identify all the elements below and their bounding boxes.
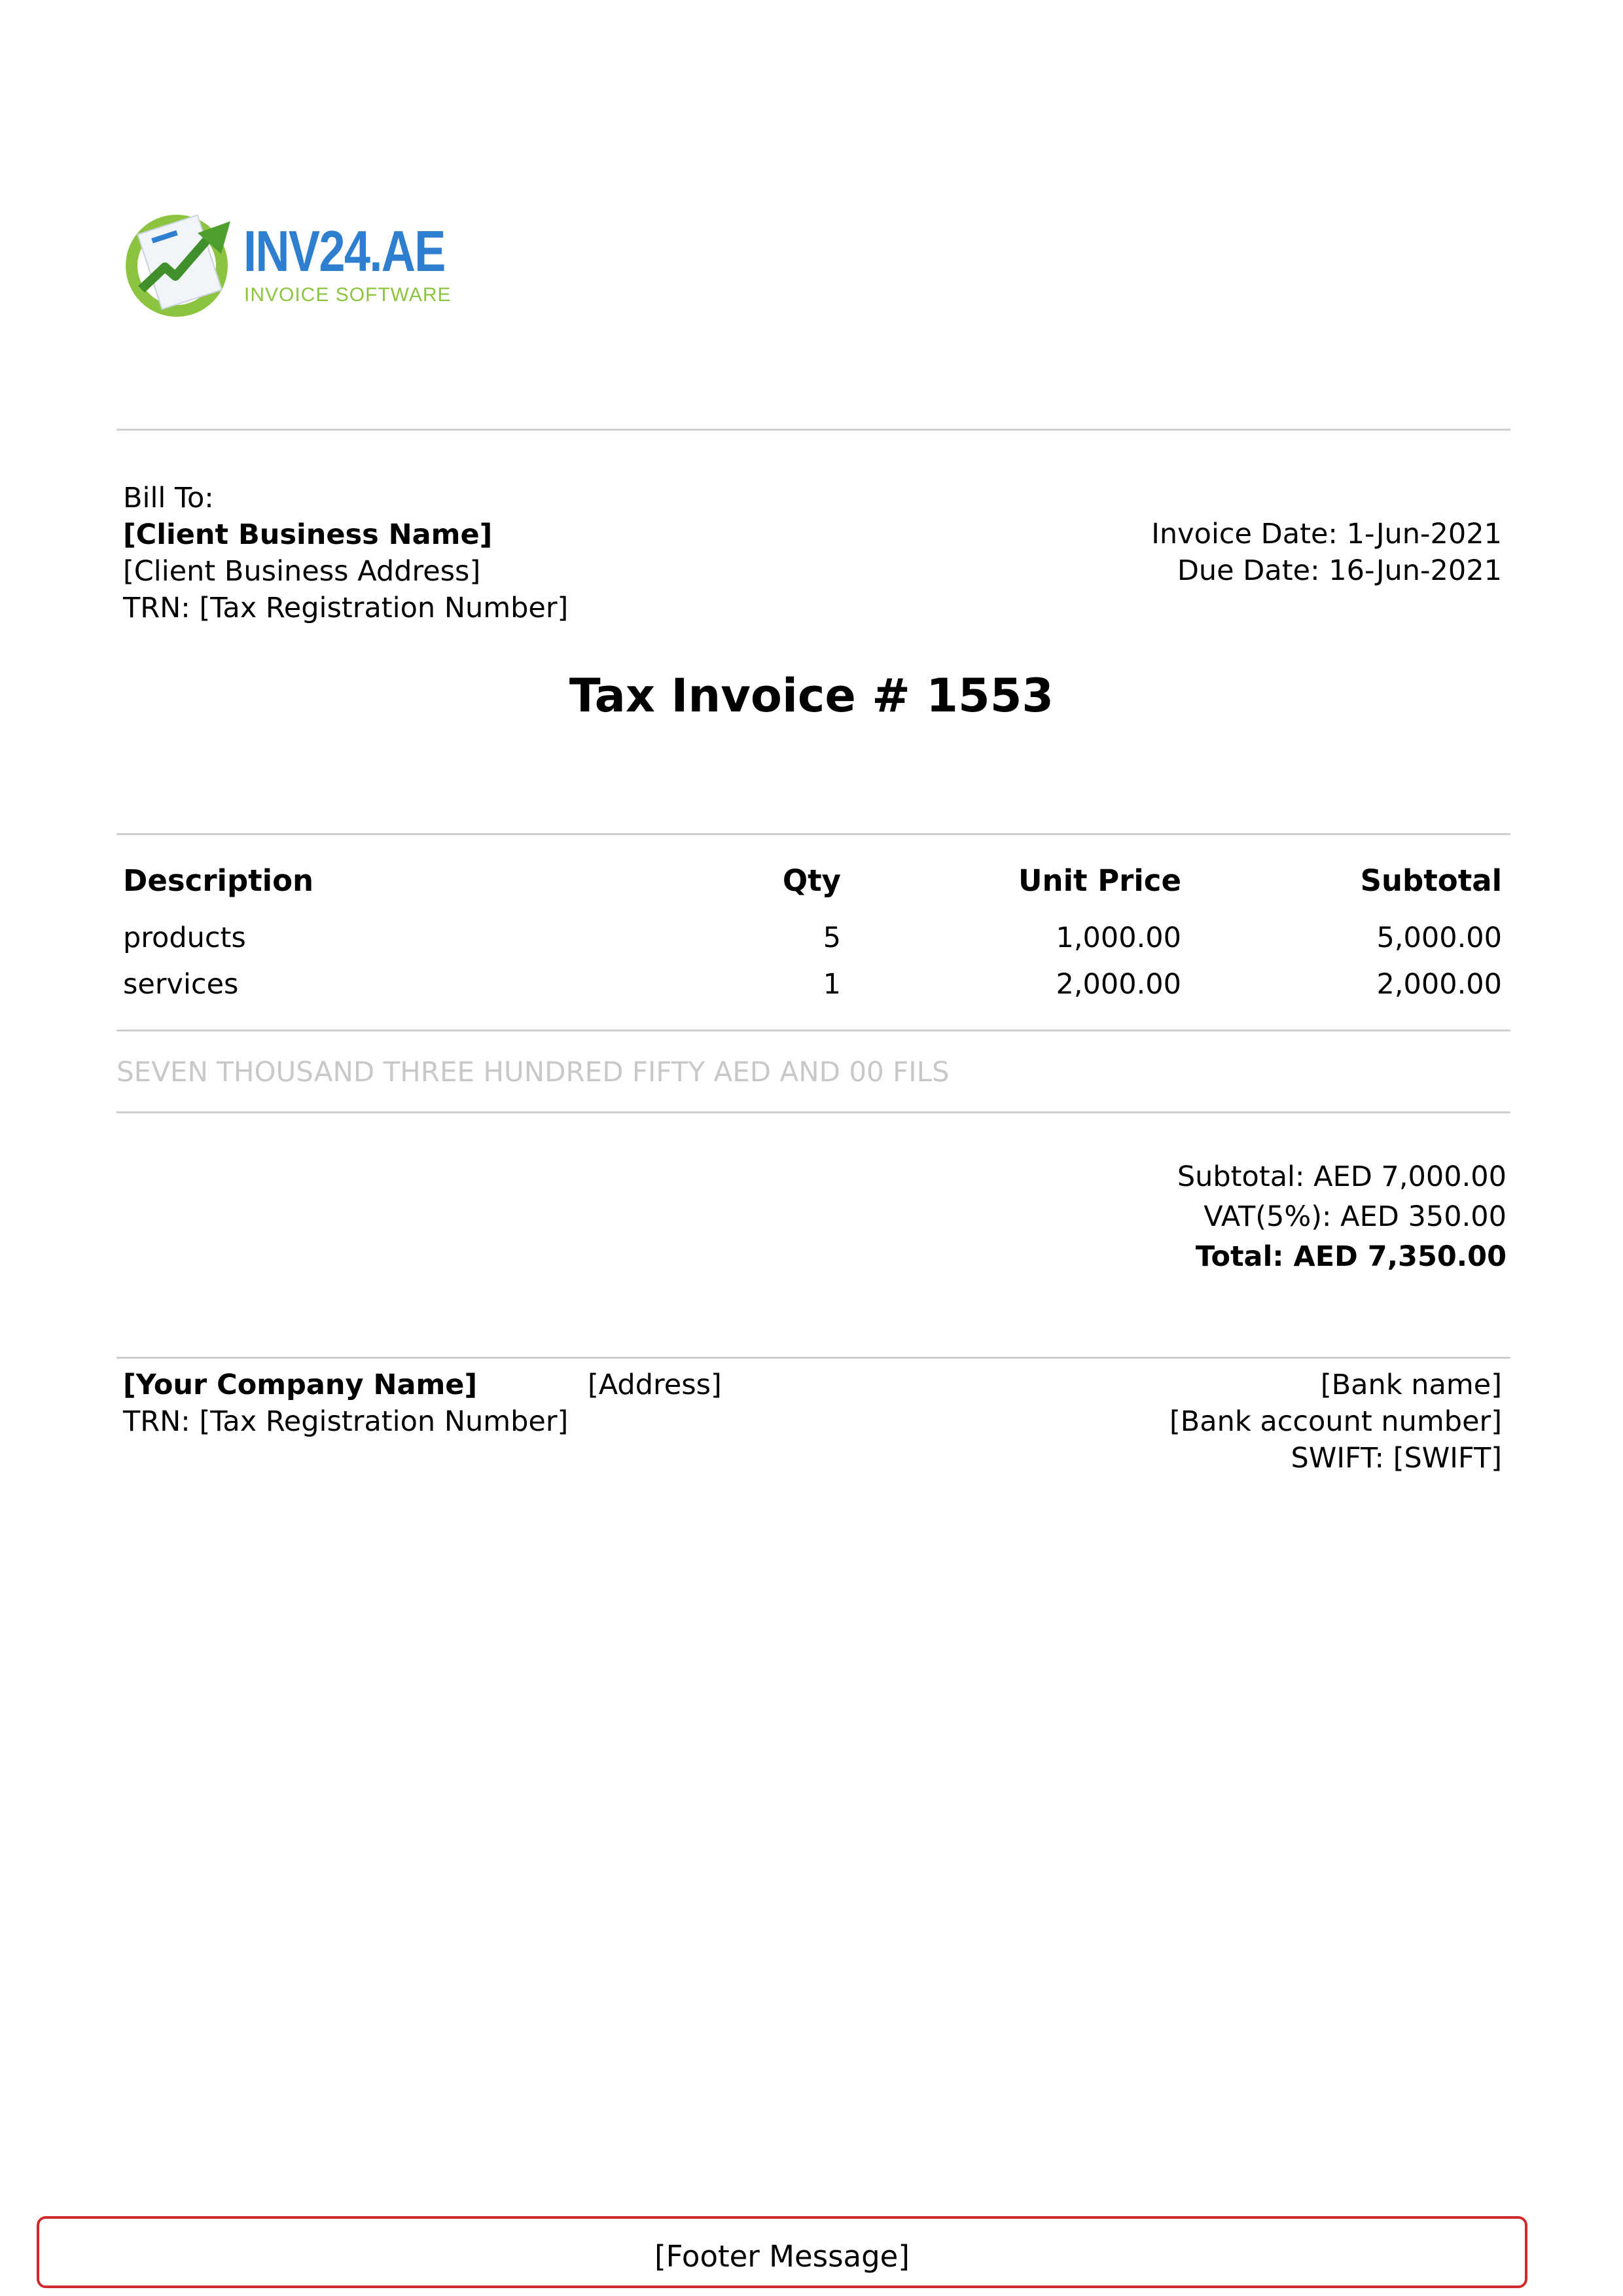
column-header-description: Description [123,863,314,898]
client-trn: TRN: [Tax Registration Number] [123,592,569,624]
row-qty: 5 [823,922,841,954]
divider [116,1357,1510,1359]
page-title: Tax Invoice # 1553 [569,669,1054,723]
row-description: services [123,968,239,1001]
row-description: products [123,922,246,954]
company-name: [Your Company Name] [123,1369,478,1401]
logo-icon [124,204,242,319]
column-header-unit-price: Unit Price [1018,863,1181,898]
divider [116,1111,1510,1113]
company-address: [Address] [588,1369,722,1401]
logo-tagline: INVOICE SOFTWARE [244,284,452,306]
amount-in-words: SEVEN THOUSAND THREE HUNDRED FIFTY AED AND 00 FILS [116,1056,950,1088]
due-date: Due Date: 16-Jun-2021 [1177,554,1502,587]
row-unit-price: 2,000.00 [1056,968,1181,1001]
divider [116,1030,1510,1031]
logo-name: INV24.AE [243,219,445,283]
row-subtotal: 5,000.00 [1376,922,1502,954]
client-address: [Client Business Address] [123,555,481,588]
bank-swift: SWIFT: [SWIFT] [1291,1442,1502,1475]
bill-to-label: Bill To: [123,482,214,514]
total-value: Total: AED 7,350.00 [1195,1240,1507,1273]
vat-value: VAT(5%): AED 350.00 [1204,1200,1507,1233]
bank-block [1169,1367,1502,1477]
divider [116,429,1510,431]
column-header-qty: Qty [782,863,841,898]
row-subtotal: 2,000.00 [1376,968,1502,1001]
subtotal-value: Subtotal: AED 7,000.00 [1177,1160,1507,1193]
bank-name: [Bank name] [1320,1369,1502,1401]
row-qty: 1 [823,968,841,1001]
footer-message: [Footer Message] [654,2239,910,2274]
divider [116,833,1510,835]
company-trn: TRN: [Tax Registration Number] [123,1405,569,1438]
company-block [123,1367,568,1440]
dates-block [1151,516,1502,589]
bill-to-block [123,480,568,626]
bank-account: [Bank account number] [1169,1405,1502,1438]
invoice-date: Invoice Date: 1-Jun-2021 [1151,518,1502,550]
totals-block [1177,1157,1507,1277]
row-unit-price: 1,000.00 [1056,922,1181,954]
client-name: [Client Business Name] [123,518,493,551]
column-header-subtotal: Subtotal [1360,863,1502,898]
